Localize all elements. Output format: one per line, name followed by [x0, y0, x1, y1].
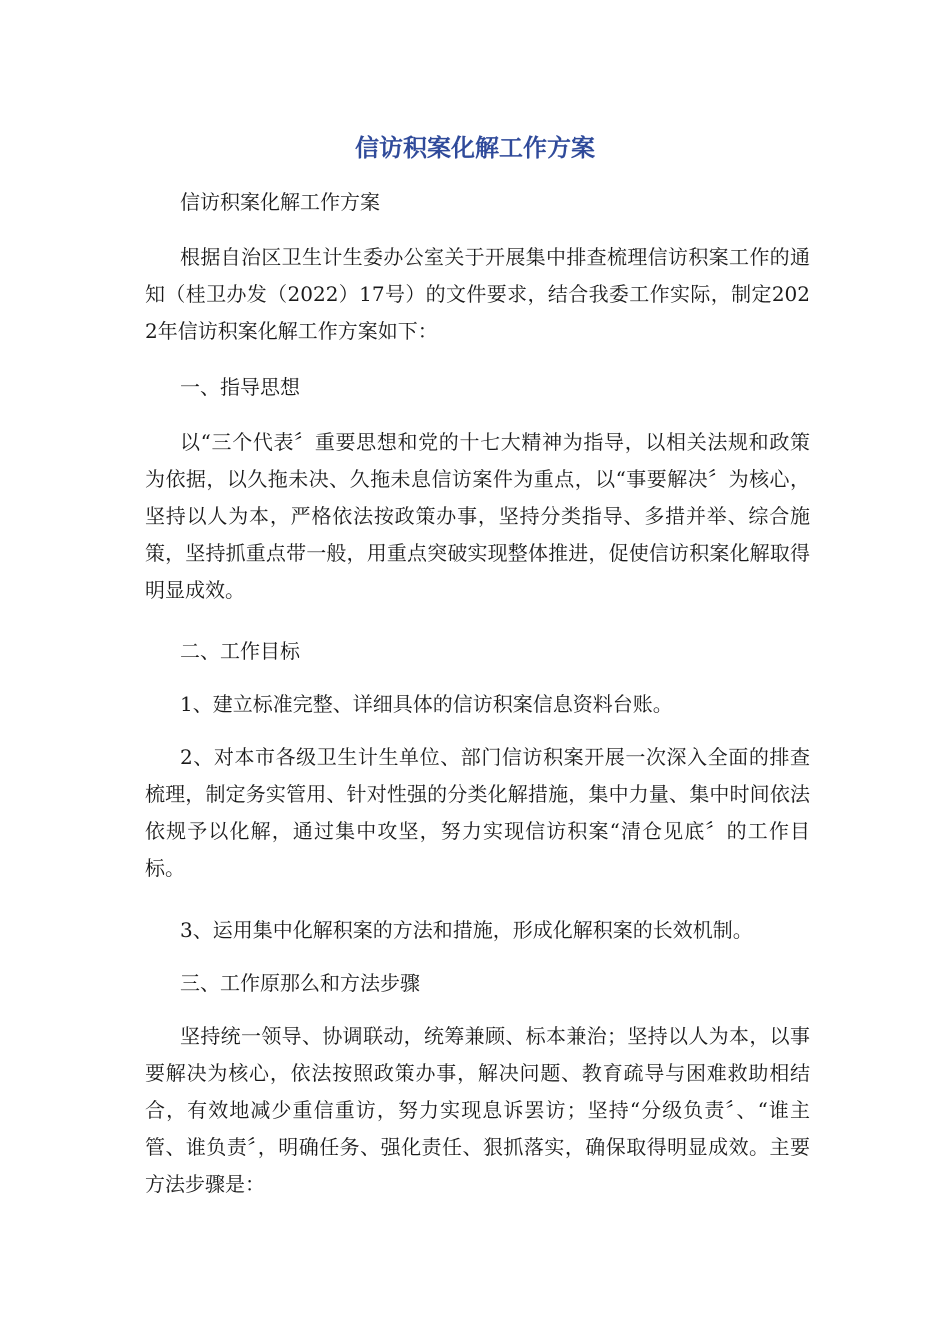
document-title: 信访积案化解工作方案 [355, 134, 595, 162]
heading-guiding-thought: 一、指导思想 [180, 375, 300, 399]
paragraph-goal-1: 1、建立标准完整、详细具体的信访积案信息资料台账。 [180, 692, 673, 716]
heading-work-goals: 二、工作目标 [180, 639, 300, 663]
paragraph-intro: 根据自治区卫生计生委办公室关于开展集中排查梳理信访积案工作的通知（桂卫办发（2022）17号）的文件要求，结合我委工作实际，制定2022年信访积案化解工作方案如下： [145, 245, 810, 343]
paragraph-goal-3: 3、运用集中化解积案的方法和措施，形成化解积案的长效机制。 [180, 918, 753, 942]
paragraph-principles: 坚持统一领导、协调联动，统筹兼顾、标本兼治；坚持以人为本，以事要解决为核心，依法按照政策办事，解决问题、教育疏导与困难救助相结合，有效地减少重信重访，努力实现息诉罢访；坚持“分级负责〞、“谁主管、谁负责〞，明确任务、强化责任、狠抓落实，确保取得明显成效。主要方法步骤是： [145, 1024, 810, 1196]
paragraph-guiding-thought: 以“三个代表〞重要思想和党的十七大精神为指导，以相关法规和政策为依据，以久拖未决、久拖未息信访案件为重点，以“事要解决〞为核心，坚持以人为本，严格依法按政策办事，坚持分类指导、多措并举、综合施策，坚持抓重点带一般，用重点突破实现整体推进，促使信访积案化解取得明显成效。 [145, 430, 810, 602]
paragraph-subtitle: 信访积案化解工作方案 [180, 190, 380, 214]
paragraph-goal-2: 2、对本市各级卫生计生单位、部门信访积案开展一次深入全面的排查梳理，制定务实管用、针对性强的分类化解措施，集中力量、集中时间依法依规予以化解，通过集中攻坚，努力实现信访积案“清仓见底〞的工作目标。 [145, 745, 810, 880]
heading-principles: 三、工作原那么和方法步骤 [180, 971, 420, 995]
